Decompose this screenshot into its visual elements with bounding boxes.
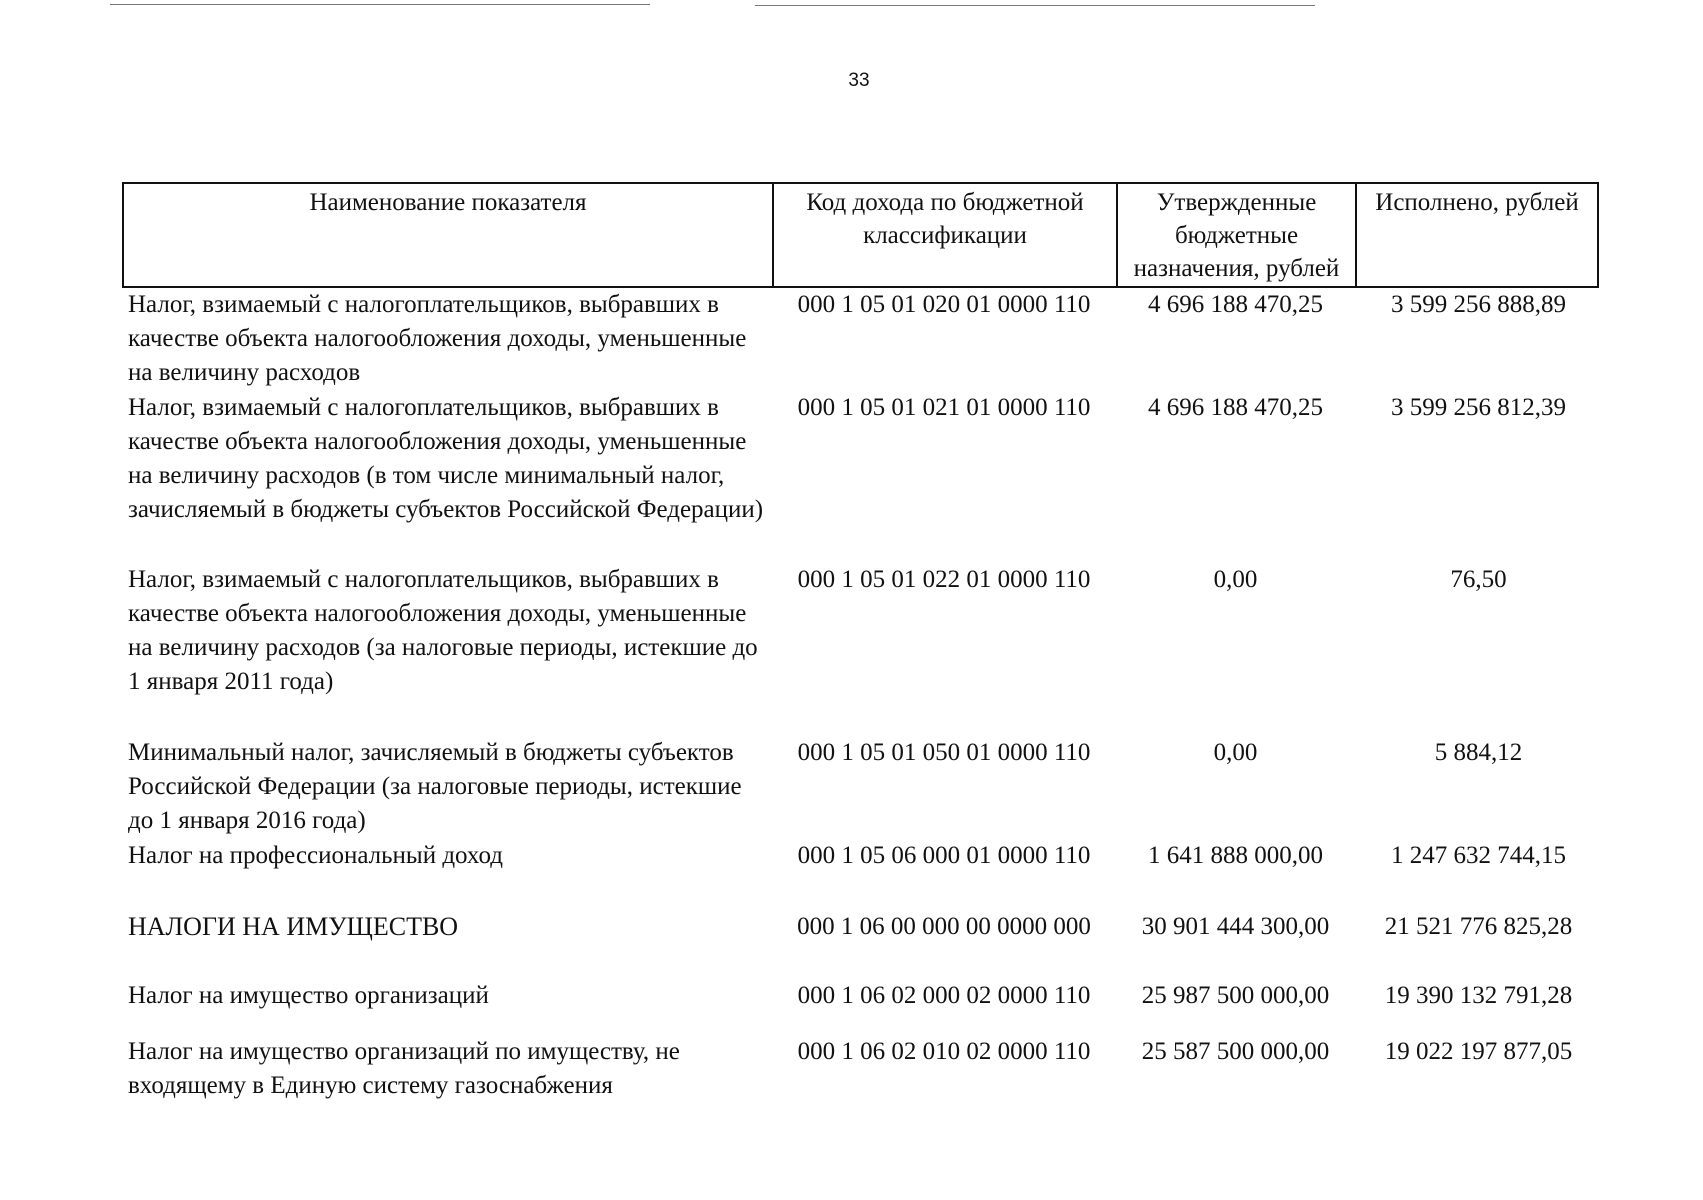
- table-row: [122, 563, 1602, 736]
- row-code: 000 1 06 02 010 02 0000 110: [797, 1038, 1091, 1065]
- row-executed: 19 390 132 791,28: [1384, 982, 1573, 1009]
- table-header: [122, 182, 1599, 288]
- row-name: Налог, взимаемый с налогоплательщиков, выбравших в качестве объекта налогообложения доходы, уменьшенные на величину расходов (в том числе минимальный налог, зачисляемый в бюджеты субъектов Российской Федерации): [128, 394, 764, 523]
- row-name: Минимальный налог, зачисляемый в бюджеты субъектов Российской Федерации (за налоговые периоды, истекшие до 1 января 2016 года): [128, 739, 742, 834]
- page-number: 33: [848, 70, 870, 91]
- header-code: Код дохода по бюджетной классификации: [774, 184, 1118, 286]
- table-row: [122, 288, 1602, 391]
- row-executed: 3 599 256 812,39: [1391, 394, 1566, 421]
- header-name: Наименование показателя: [124, 184, 774, 286]
- table-row: [122, 979, 1602, 1035]
- row-executed: 21 521 776 825,28: [1384, 913, 1573, 940]
- row-name: Налог, взимаемый с налогоплательщиков, выбравших в качестве объекта налогообложения доходы, уменьшенные на величину расходов (за налоговые периоды, истекшие до 1 января 2011 года): [128, 566, 758, 695]
- row-code: 000 1 05 06 000 01 0000 110: [797, 842, 1091, 869]
- row-name: Налог на имущество организаций: [128, 982, 489, 1009]
- row-planned: 0,00: [1213, 566, 1258, 593]
- row-planned: 0,00: [1213, 739, 1258, 766]
- row-name: НАЛОГИ НА ИМУЩЕСТВО: [128, 912, 459, 941]
- header-planned: Утвержденные бюджетные назначения, рублей: [1118, 184, 1357, 286]
- row-planned: 4 696 188 470,25: [1148, 394, 1323, 421]
- top-scan-rule: [110, 4, 650, 5]
- table-row: [122, 839, 1602, 910]
- row-planned: 4 696 188 470,25: [1148, 291, 1323, 318]
- row-planned: 25 987 500 000,00: [1141, 982, 1330, 1009]
- table-row: [122, 1035, 1602, 1107]
- row-code: 000 1 05 01 022 01 0000 110: [797, 566, 1091, 593]
- table-row: [122, 910, 1602, 979]
- row-executed: 76,50: [1450, 566, 1507, 593]
- table-row: [122, 736, 1602, 839]
- row-code: 000 1 06 00 000 00 0000 000: [797, 913, 1091, 940]
- row-name: Налог на имущество организаций по имуществу, не входящему в Единую систему газоснабжения: [128, 1038, 680, 1099]
- row-executed: 19 022 197 877,05: [1384, 1038, 1573, 1065]
- row-code: 000 1 05 01 021 01 0000 110: [797, 394, 1091, 421]
- row-executed: 1 247 632 744,15: [1391, 842, 1566, 869]
- row-executed: 3 599 256 888,89: [1391, 291, 1566, 318]
- row-planned: 30 901 444 300,00: [1141, 913, 1330, 940]
- row-planned: 1 641 888 000,00: [1148, 842, 1323, 869]
- header-executed: Исполнено, рублей: [1375, 189, 1579, 216]
- row-name: Налог на профессиональный доход: [128, 842, 503, 869]
- row-name: Налог, взимаемый с налогоплательщиков, выбравших в качестве объекта налогообложения доходы, уменьшенные на величину расходов: [128, 291, 747, 386]
- row-code: 000 1 05 01 050 01 0000 110: [797, 739, 1091, 766]
- row-code: 000 1 05 01 020 01 0000 110: [797, 291, 1091, 318]
- row-code: 000 1 06 02 000 02 0000 110: [797, 982, 1091, 1009]
- table-body: [122, 288, 1602, 1107]
- row-planned: 25 587 500 000,00: [1141, 1038, 1330, 1065]
- row-executed: 5 884,12: [1434, 739, 1523, 766]
- top-scan-rule: [755, 5, 1315, 6]
- table-row: [122, 391, 1602, 563]
